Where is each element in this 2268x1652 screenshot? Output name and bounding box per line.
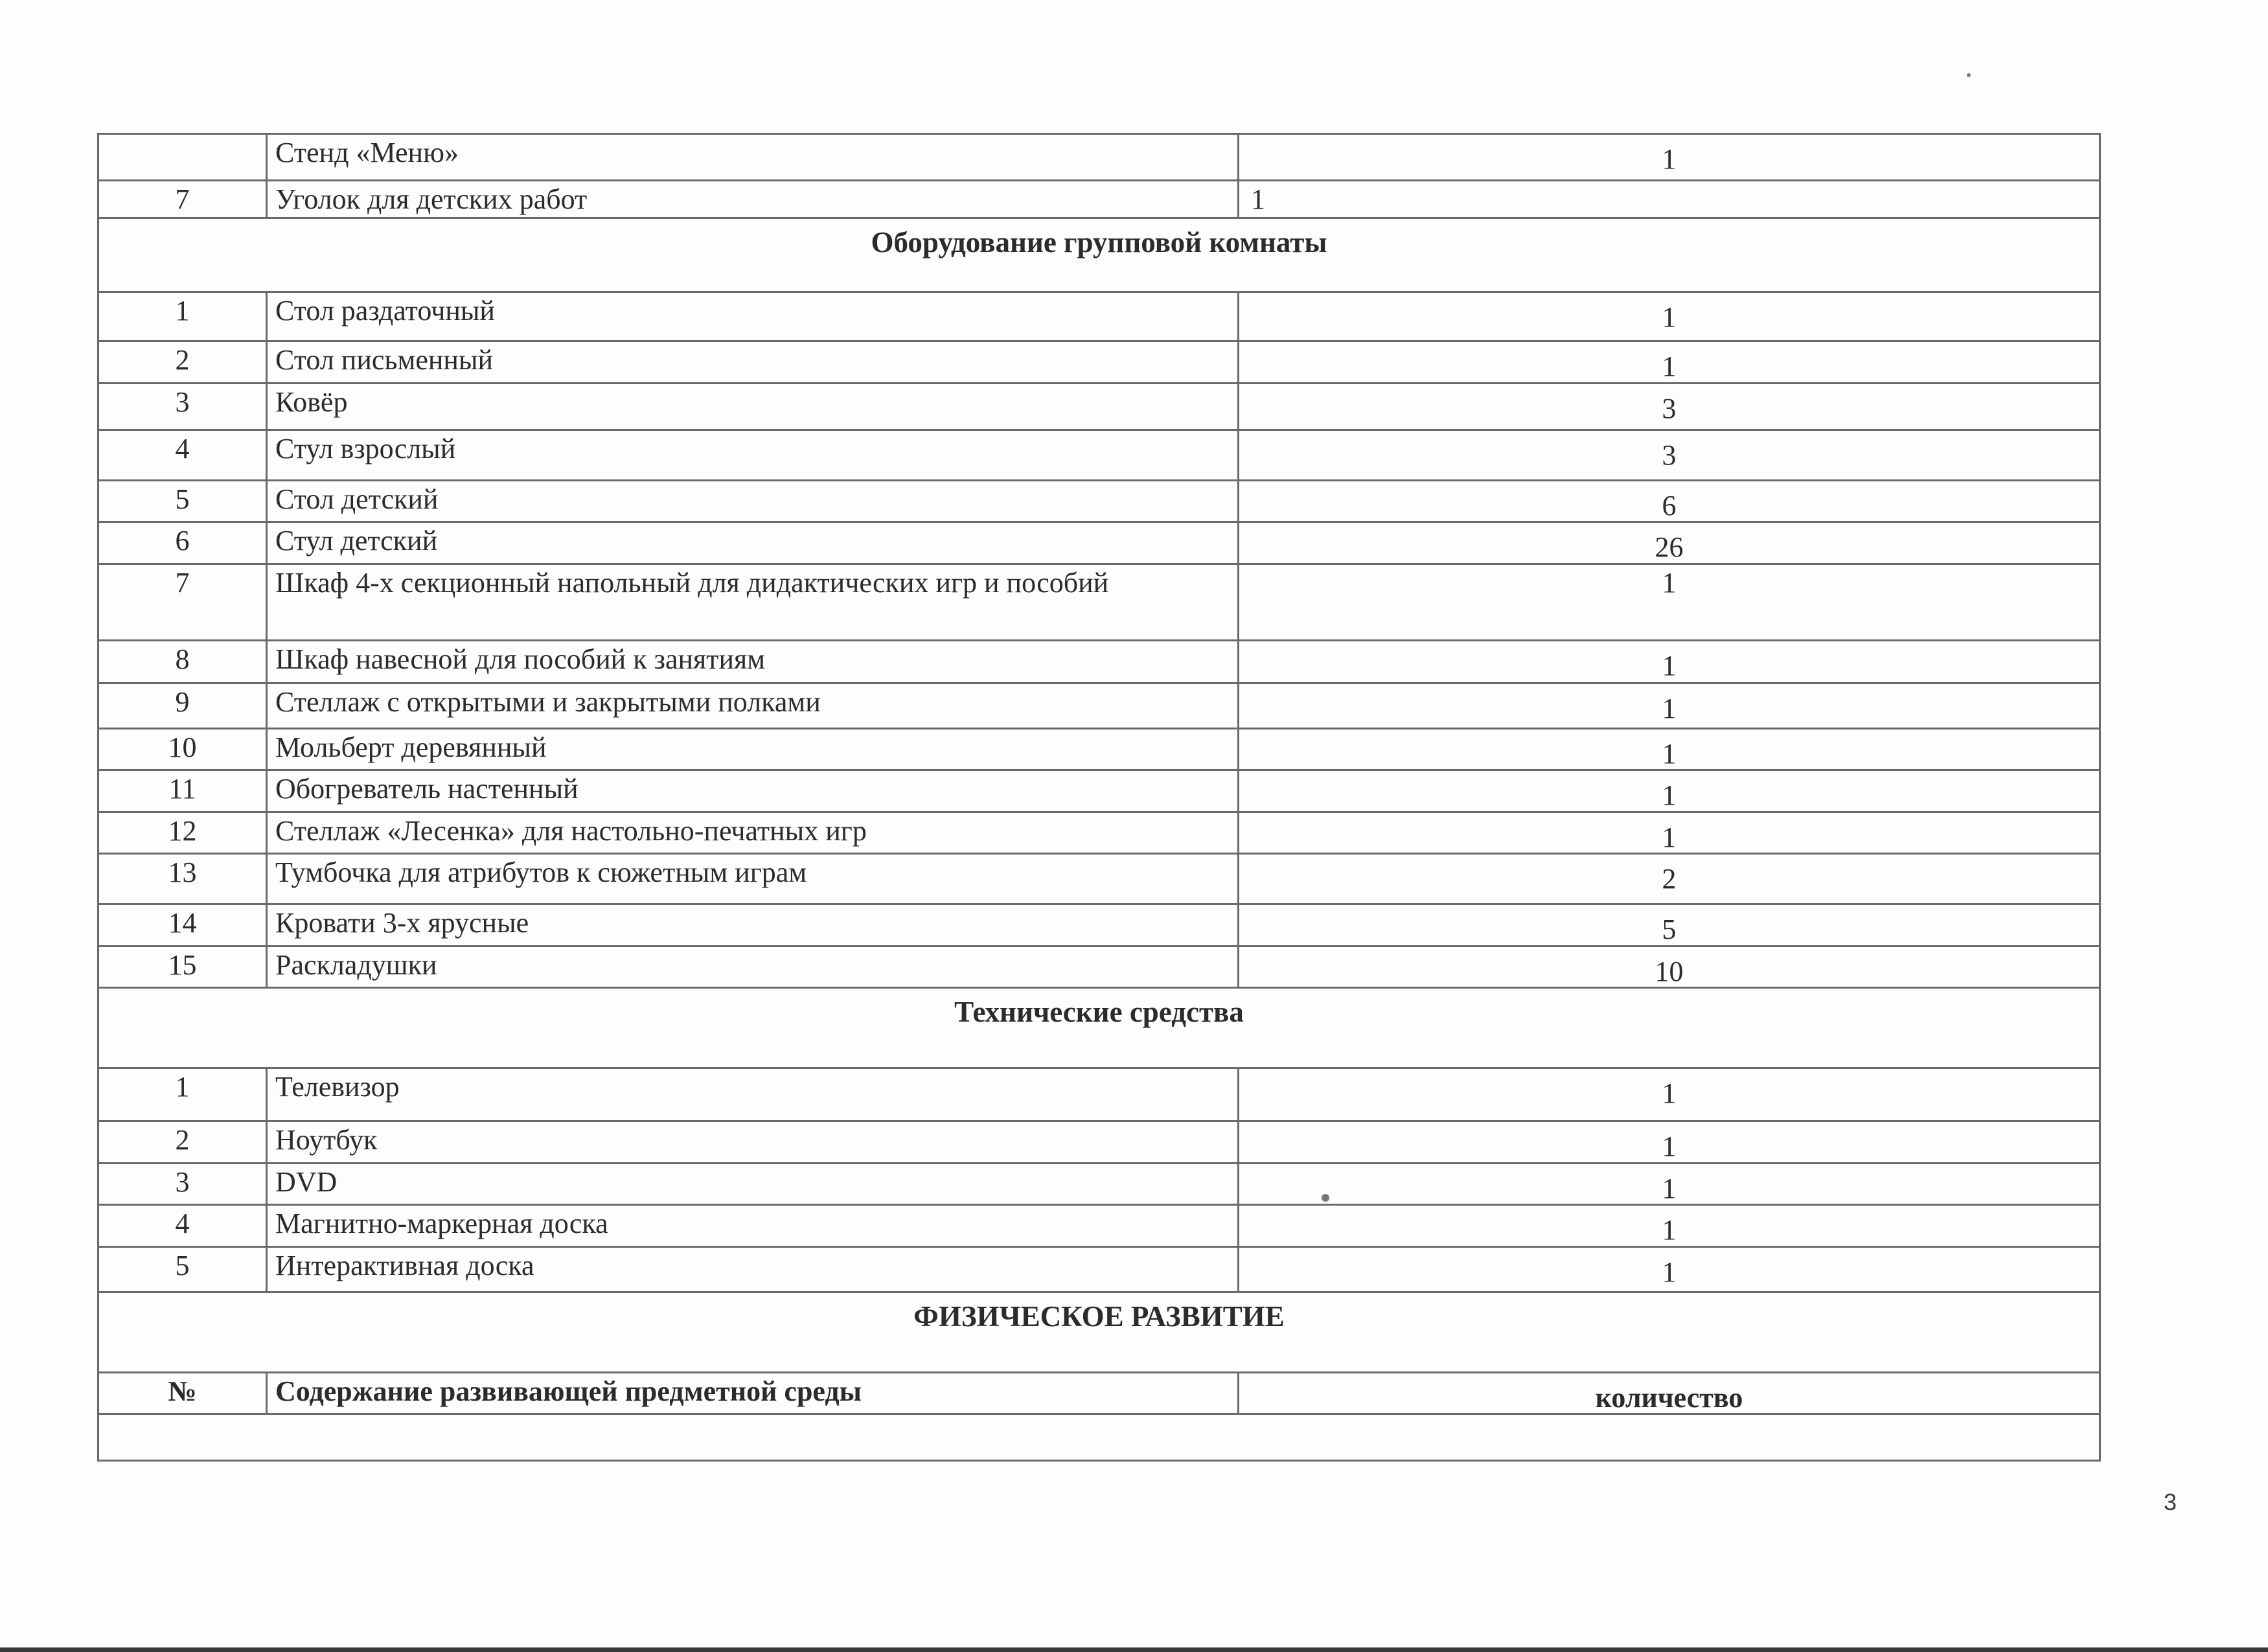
item-name: Шкаф навесной для пособий к занятиям	[267, 640, 1239, 683]
row-number: 15	[98, 946, 267, 988]
row-number: 2	[98, 341, 267, 384]
row-number: 3	[98, 1163, 267, 1205]
scan-edge	[0, 1647, 2268, 1652]
row-number: 7	[98, 564, 267, 640]
item-name: Стул детский	[267, 522, 1239, 564]
table-row	[98, 812, 2100, 854]
row-number: 6	[98, 522, 267, 564]
column-header-quantity: количество	[1239, 1372, 2100, 1414]
item-name: Шкаф 4-х секционный напольный для дидактических игр и пособий	[267, 564, 1239, 640]
item-name: Телевизор	[267, 1068, 1239, 1121]
item-name: Раскладушки	[267, 946, 1239, 988]
row-number: 4	[98, 430, 267, 480]
item-quantity: 1	[1239, 640, 2100, 683]
row-number: 7	[98, 181, 267, 218]
row-number: 4	[98, 1205, 267, 1247]
table-row	[98, 480, 2100, 522]
item-name: Тумбочка для атрибутов к сюжетным играм	[267, 854, 1239, 904]
item-quantity: 2	[1239, 854, 2100, 904]
row-number: 5	[98, 1246, 267, 1292]
item-quantity: 1	[1239, 181, 2100, 218]
table-row	[98, 292, 2100, 341]
table-row	[98, 1246, 2100, 1292]
table-row	[98, 1163, 2100, 1205]
table-row	[98, 854, 2100, 904]
table-row	[98, 430, 2100, 480]
item-quantity: 1	[1239, 564, 2100, 640]
row-number	[98, 134, 267, 181]
row-number: 14	[98, 904, 267, 946]
table-row	[98, 1068, 2100, 1121]
item-quantity: 1	[1239, 770, 2100, 812]
item-name: Кровати 3-х ярусные	[267, 904, 1239, 946]
row-number: 13	[98, 854, 267, 904]
row-number: 8	[98, 640, 267, 683]
empty-cell	[98, 1414, 2100, 1461]
table-row	[98, 728, 2100, 770]
item-name: Стол детский	[267, 480, 1239, 522]
item-name: Обогреватель настенный	[267, 770, 1239, 812]
table-row	[98, 946, 2100, 988]
item-name: Стол раздаточный	[267, 292, 1239, 341]
table-row	[98, 770, 2100, 812]
item-name: Мольберт деревянный	[267, 728, 1239, 770]
item-quantity: 1	[1239, 728, 2100, 770]
item-name: Стул взрослый	[267, 430, 1239, 480]
item-quantity: 3	[1239, 383, 2100, 430]
row-number: 12	[98, 812, 267, 854]
item-quantity: 26	[1239, 522, 2100, 564]
column-header-content: Содержание развивающей предметной среды	[267, 1372, 1239, 1414]
table-row	[98, 1205, 2100, 1247]
table-row	[98, 904, 2100, 946]
item-name: DVD	[267, 1163, 1239, 1205]
item-name: Ковёр	[267, 383, 1239, 430]
equipment-table	[97, 133, 2101, 1462]
row-number: 1	[98, 292, 267, 341]
item-quantity: 1	[1239, 1205, 2100, 1247]
item-quantity: 1	[1239, 812, 2100, 854]
section-title: Оборудование групповой комнаты	[98, 218, 2100, 292]
section-header-row	[98, 1292, 2100, 1372]
row-number: 11	[98, 770, 267, 812]
item-quantity: 1	[1239, 292, 2100, 341]
item-quantity: 1	[1239, 1121, 2100, 1164]
section-header-row	[98, 988, 2100, 1068]
item-name: Стол письменный	[267, 341, 1239, 384]
item-quantity: 1	[1239, 1163, 2100, 1205]
column-header-number: №	[98, 1372, 267, 1414]
table-row	[98, 383, 2100, 430]
item-quantity: 1	[1239, 1246, 2100, 1292]
item-quantity: 6	[1239, 480, 2100, 522]
section-title: ФИЗИЧЕСКОЕ РАЗВИТИЕ	[98, 1292, 2100, 1372]
item-quantity: 1	[1239, 134, 2100, 181]
table-header-row	[98, 1372, 2100, 1414]
table-row	[98, 640, 2100, 683]
item-name: Магнитно-маркерная доска	[267, 1205, 1239, 1247]
page-number: 3	[2164, 1489, 2177, 1515]
table-row	[98, 1121, 2100, 1164]
section-title: Технические средства	[98, 988, 2100, 1068]
item-quantity: 5	[1239, 904, 2100, 946]
row-number: 5	[98, 480, 267, 522]
item-name: Стеллаж с открытыми и закрытыми полками	[267, 683, 1239, 728]
table-row	[98, 341, 2100, 384]
row-number: 2	[98, 1121, 267, 1164]
empty-row	[98, 1414, 2100, 1461]
row-number: 9	[98, 683, 267, 728]
row-number: 10	[98, 728, 267, 770]
section-header-row	[98, 218, 2100, 292]
item-name: Ноутбук	[267, 1121, 1239, 1164]
item-name: Интерактивная доска	[267, 1246, 1239, 1292]
table-row	[98, 683, 2100, 728]
scan-speck	[1967, 73, 1971, 77]
item-name: Стенд «Меню»	[267, 134, 1239, 181]
table-row	[98, 181, 2100, 218]
table-row	[98, 564, 2100, 640]
item-quantity: 3	[1239, 430, 2100, 480]
item-name: Стеллаж «Лесенка» для настольно-печатных игр	[267, 812, 1239, 854]
table-row	[98, 522, 2100, 564]
row-number: 3	[98, 383, 267, 430]
item-quantity: 1	[1239, 341, 2100, 384]
item-quantity: 1	[1239, 1068, 2100, 1121]
item-quantity: 10	[1239, 946, 2100, 988]
table-row	[98, 134, 2100, 181]
item-quantity: 1	[1239, 683, 2100, 728]
scan-speck	[1322, 1194, 1329, 1202]
row-number: 1	[98, 1068, 267, 1121]
item-name: Уголок для детских работ	[267, 181, 1239, 218]
